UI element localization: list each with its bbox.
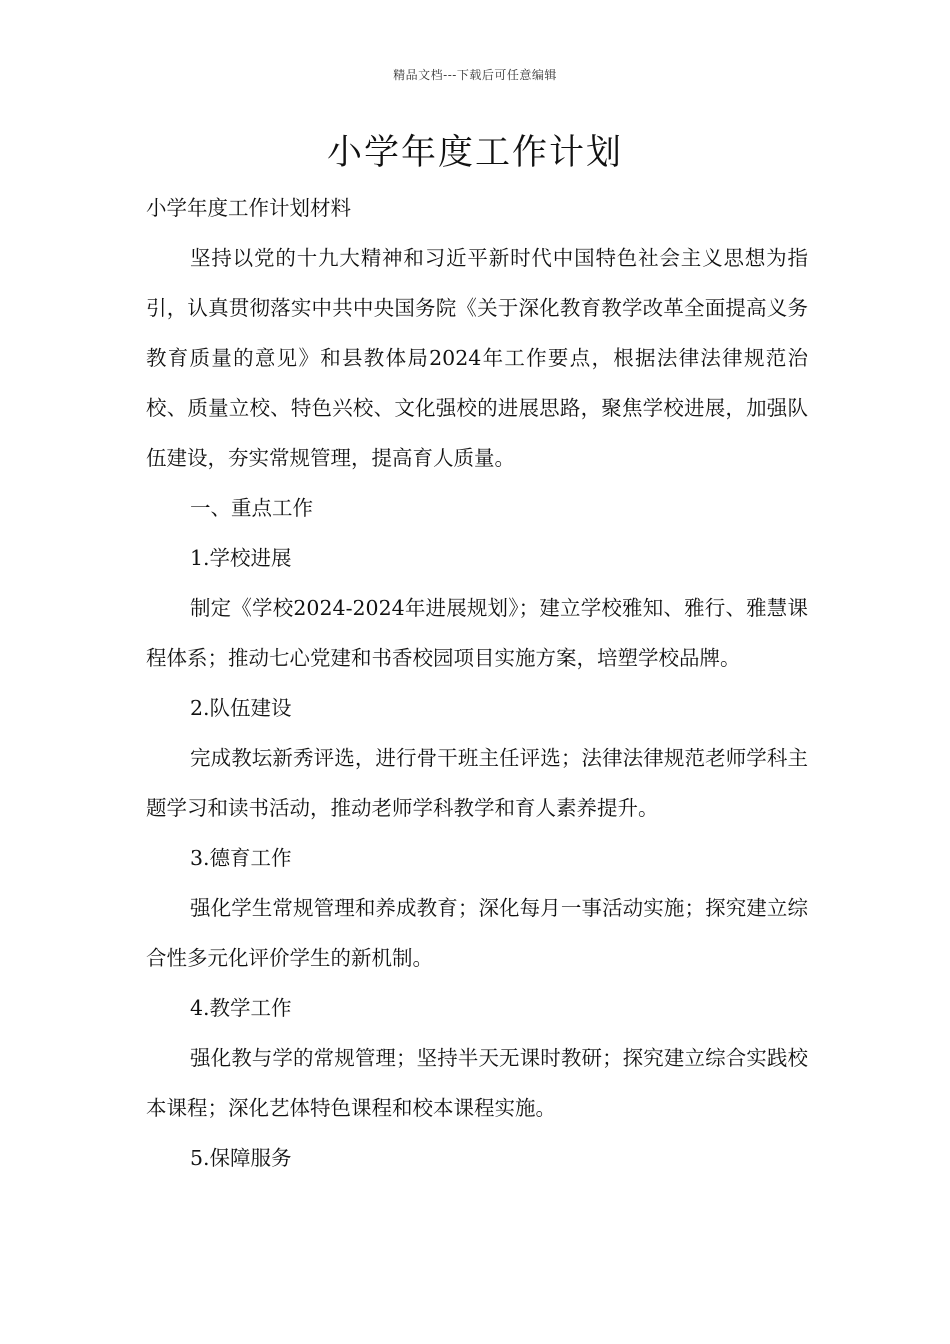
item-body-teaching-work: 强化教与学的常规管理；坚持半天无课时教研；探究建立综合实践校本课程；深化艺体特色课程和校本课程实施。 xyxy=(146,1046,808,1120)
document-body xyxy=(146,183,808,1183)
item-body-moral-education: 强化学生常规管理和养成教育；深化每月一事活动实施；探究建立综合性多元化评价学生的新机制。 xyxy=(146,896,808,970)
intro-paragraph: 坚持以党的十九大精神和习近平新时代中国特色社会主义思想为指引，认真贯彻落实中共中央国务院《关于深化教育教学改革全面提高义务教育质量的意见》和县教体局2024年工作要点，根据法律法律规范治校、质量立校、特色兴校、文化强校的进展思路，聚焦学校进展，加强队伍建设，夯实常规管理，提高育人质量。 xyxy=(146,246,808,470)
item-body-team-building: 完成教坛新秀评选，进行骨干班主任评选；法律法律规范老师学科主题学习和读书活动，推动老师学科教学和育人素养提升。 xyxy=(146,746,808,820)
item-heading-teaching-work: 4.教学工作 xyxy=(190,996,292,1020)
item-heading-team-building: 2.队伍建设 xyxy=(190,696,292,720)
section-heading-key-work: 一、重点工作 xyxy=(190,496,313,520)
header-note: 精品文档---下载后可任意编辑 xyxy=(393,68,557,82)
document-subtitle: 小学年度工作计划材料 xyxy=(146,196,351,220)
item-heading-moral-education: 3.德育工作 xyxy=(190,846,292,870)
item-body-school-development: 制定《学校2024-2024年进展规划》；建立学校雅知、雅行、雅慧课程体系；推动七心党建和书香校园项目实施方案，培塑学校品牌。 xyxy=(146,596,808,670)
document-title: 小学年度工作计划 xyxy=(326,133,623,173)
item-heading-support-services: 5.保障服务 xyxy=(190,1146,292,1170)
item-heading-school-development: 1.学校进展 xyxy=(190,546,292,570)
